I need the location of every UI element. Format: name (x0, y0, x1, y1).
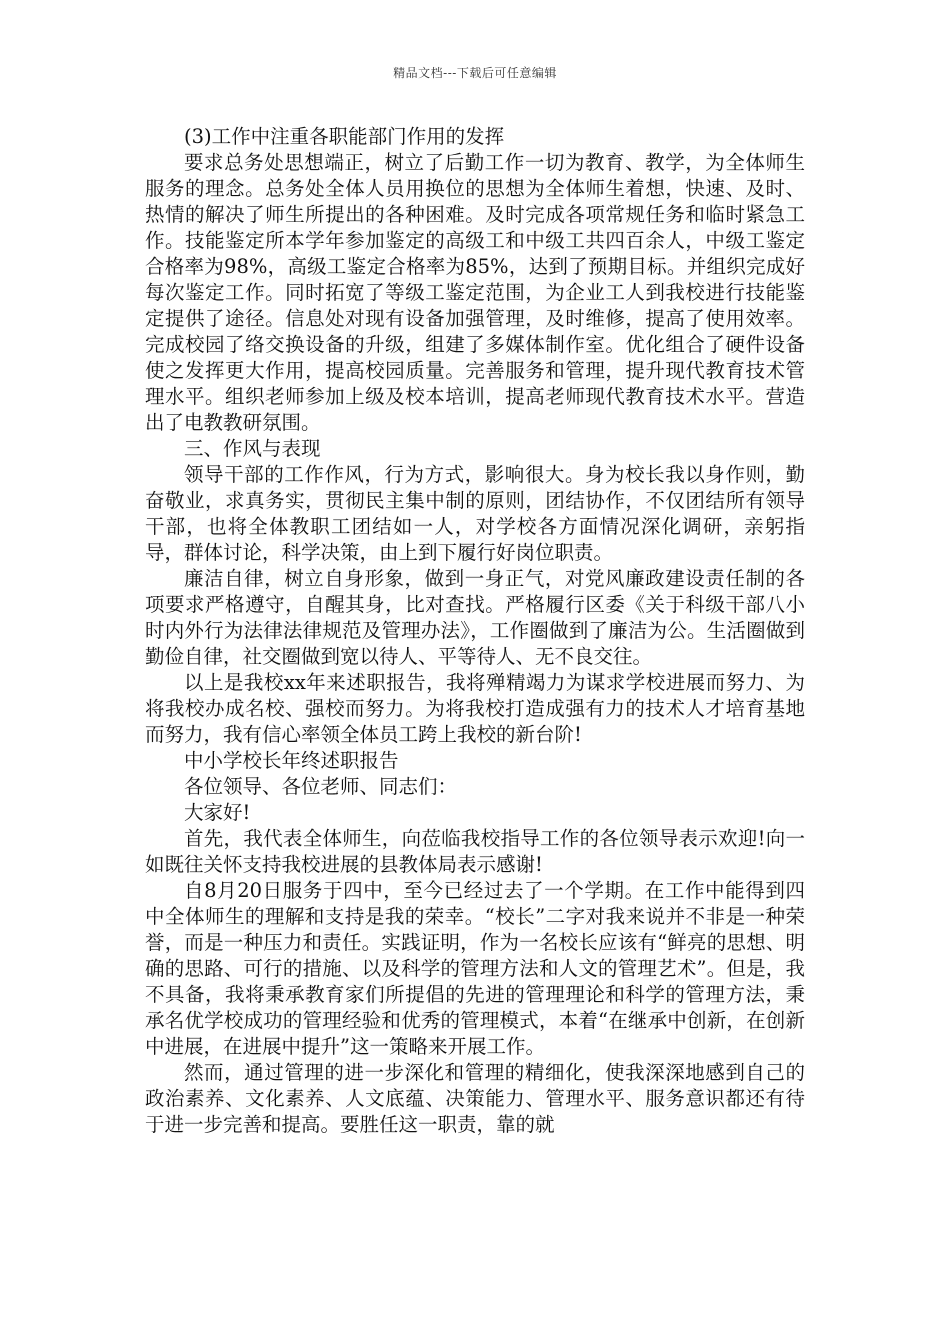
subheading-departments: (3)工作中注重各职能部门作用的发挥 (184, 125, 505, 148)
paragraph: 首先，我代表全体师生，向莅临我校指导工作的各位领导表示欢迎!向一如既往关怀支持我校进展的县教体局表示感谢! (145, 827, 805, 876)
paragraph: 以上是我校xx年来述职报告，我将殚精竭力为谋求学校进展而努力、为将我校办成名校、强校而努力。为将我校打造成强有力的技术人才培育基地而努力，我有信心率领全体员工跨上我校的新台阶! (145, 671, 805, 746)
greeting: 大家好! (184, 801, 251, 824)
section-heading-style: 三、作风与表现 (184, 437, 321, 460)
report-title: 中小学校长年终述职报告 (184, 749, 399, 772)
paragraph: 廉洁自律，树立自身形象，做到一身正气，对党风廉政建设责任制的各项要求严格遵守，自醒其身，比对查找。严格履行区委《关于科级干部八小时内外行为法律法律规范及管理办法》，工作圈做到了廉洁为公。生活圈做到勤俭自律，社交圈做到宽以待人、平等待人、无不良交往。 (145, 567, 805, 668)
paragraph: 然而，通过管理的进一步深化和管理的精细化，使我深深地感到自己的政治素养、文化素养、人文底蕴、决策能力、管理水平、服务意识都还有待于进一步完善和提高。要胜任这一职责，靠的就 (145, 1061, 805, 1136)
document-body (145, 124, 805, 1138)
paragraph: 领导干部的工作作风，行为方式，影响很大。身为校长我以身作则，勤奋敬业，求真务实，贯彻民主集中制的原则，团结协作，不仅团结所有领导干部，也将全体教职工团结如一人，对学校各方面情况深化调研，亲躬指导，群体讨论，科学决策，由上到下履行好岗位职责。 (145, 463, 805, 564)
salutation: 各位领导、各位老师、同志们： (184, 775, 458, 798)
page-header: 精品文档---下载后可任意编辑 (393, 66, 557, 80)
paragraph: 要求总务处思想端正，树立了后勤工作一切为教育、教学，为全体师生服务的理念。总务处全体人员用换位的思想为全体师生着想，快速、及时、热情的解决了师生所提出的各种困难。及时完成各项常规任务和临时紧急工作。技能鉴定所本学年参加鉴定的高级工和中级工共四百余人，中级工鉴定合格率为98%，高级工鉴定合格率为85%，达到了预期目标。并组织完成好每次鉴定工作。同时拓宽了等级工鉴定范围，为企业工人到我校进行技能鉴定提供了途径。信息处对现有设备加强管理，及时维修，提高了使用效率。完成校园了络交换设备的升级，组建了多媒体制作室。优化组合了硬件设备使之发挥更大作用，提高校园质量。完善服务和管理，提升现代教育技术管理水平。组织老师参加上级及校本培训，提高老师现代教育技术水平。营造出了电教教研氛围。 (145, 151, 805, 434)
paragraph: 自8月20日服务于四中，至今已经过去了一个学期。在工作中能得到四中全体师生的理解和支持是我的荣幸。“校长”二字对我来说并不非是一种荣誉，而是一种压力和责任。实践证明，作为一名校长应该有“鲜亮的思想、明确的思路、可行的措施、以及科学的管理方法和人文的管理艺术”。但是，我不具备，我将秉承教育家们所提倡的先进的管理理论和科学的管理方法，秉承名优学校成功的管理经验和优秀的管理模式，本着“在继承中创新，在创新中进展，在进展中提升”这一策略来开展工作。 (145, 879, 805, 1058)
